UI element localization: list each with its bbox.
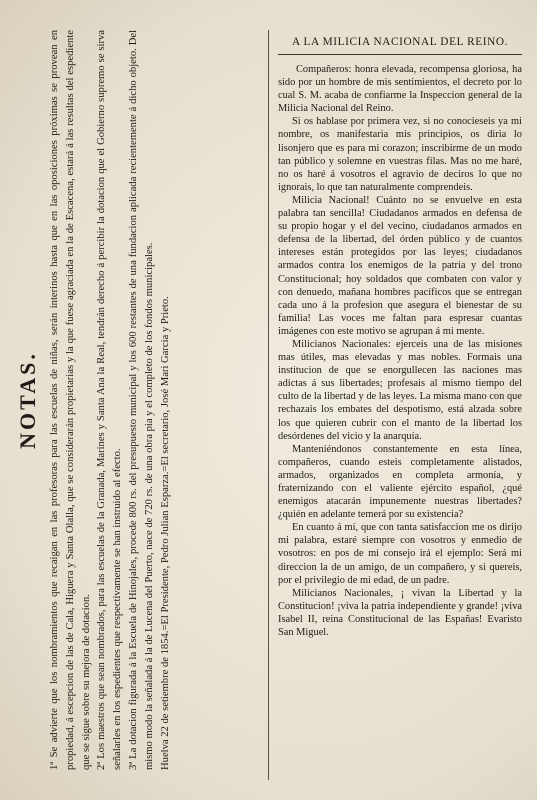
proclamation-paragraph: En cuanto á mí, que con tanta satisfaccion me os dirijo mi palabra, estaré siempre con vosotros y enmedio de vosotros: en pos de mi consejo irá el ejemplo: Será mi direccion la de un amigo, de un compañero, y si quereis, por el privilegio de mi edad, de un padre. — [278, 522, 522, 586]
note-item-3: 3ª La dotacion figurada á la Escuela de Hinojales, procede 800 rs. del presupuesto municipal y los 600 restantes de una fundacion aplicada recientemente á dicho objeto. Del mismo modo la señalada á la de Lucena del Puerto, nace de 720 rs. de una obra pia y el completo de los fondos municipales. — [127, 30, 155, 770]
note-item-1: 1ª Se advierte que los nombramientos que recaigan en las profesoras para las escuelas de niñas, serán interinos hasta que en las oposiciones próximas se provean en propiedad, á escepcion de las de Cala, Higuera y Santa Olalla, que se considerarán propietarias y la que fuese agraciada en la de Escacena, estará á las resultas del espediente que se sigue sobre su mejora de dotacion. — [49, 30, 92, 770]
proclamation-paragraph: Manteniéndonos constantemente en esta línea, compañeros, cuando esteis completamente alistados, armados, organizados en completa armonía, y fraternizando con el valiente ejército español, ¿qué enemigos atacarán impunemente nuestras libertades? ¿quién en adelante temerá por su existencia? — [278, 443, 522, 521]
notes-column — [15, 20, 260, 780]
notes-title: NOTAS. — [15, 351, 40, 449]
proclamation-title: A LA MILICIA NACIONAL DEL REINO. — [291, 36, 509, 48]
column-divider — [268, 30, 269, 780]
notes-rotated-block — [15, 30, 245, 770]
proclamation-paragraph: Si os hablase por primera vez, si no conocieseis ya mi nombre, os manifestaria mis principios, os diria lo lisonjero que es para mi corazon; inscribirme de un modo tan público y solemne en vuestras filas. Mas no me haré, no os haré á vosotros el agravio de deciros lo que no ignorais, lo que tan naturalmente comprendeis. — [278, 116, 522, 193]
proclamation-paragraph: Milicianos Nacionales: ejerceis una de las misiones mas útiles, mas elevadas y mas nobles. Formais una institucion de que se enorgullecen las naciones mas adictas á sus libertades; profesais al mismo tiempo del culto de la libertad y de las leyes. La misma mano con que rechazais los embates del despotismo, está alzada sobre los que quieren cubrir con el manto de la libertad los desórdenes del vicio y la anarquía. — [278, 338, 522, 442]
proclamation-paragraph: Milicianos Nacionales, ¡ vivan la Libertad y la Constitucion! ¡viva la patria independiente y grande! ¡viva Isabel II, reina Constitucional de las Españas! Evaristo San Miguel. — [278, 587, 522, 639]
proclamation-column — [278, 36, 522, 786]
title-rule — [278, 54, 522, 55]
proclamation-paragraph: Compañeros: honra elevada, recompensa gloriosa, ha sido por un hombre de mis sentimientos, el decreto por lo cual S. M. acaba de confiarme la Inspeccion general de la Milicia Nacional del Reino. — [278, 64, 522, 115]
proclamation-paragraph: Milicia Nacional! Cuánto no se envuelve en esta palabra tan sencilla! Ciudadanos armados en defensa de su propio hogar y el del vecino, ciudadanos armados en defensa de la libertad, del órden público y de cuantos intereses están protegidos por las leyes; ciudadanos armados contra los enemigos de la patria y del trono Constitucional; hoy soldados que combaten con valor y con denuedo, mañana hombres pacíficos que se entregan cada uno á la profesion que asegura el bienestar de su familia! Las voces me faltan para espresar cuantas imágenes con este motivo se agrupan á mi mente. — [278, 194, 522, 337]
notes-signature: Huelva 22 de setiembre de 1854.=El Presidente, Pedro Julian Esparza.=El secretario, José Mari Garcia y Prieto. — [159, 296, 171, 770]
note-item-2: 2ª Los maestros que sean nombrados, para las escuelas de la Granada, Marines y Santa Ana la Real, tendrán derecho á percibir la dotacion que el Gobierno supremo se sirva señalarles en los espedientes que respectivamente se han instruido al efecto. — [96, 30, 124, 770]
